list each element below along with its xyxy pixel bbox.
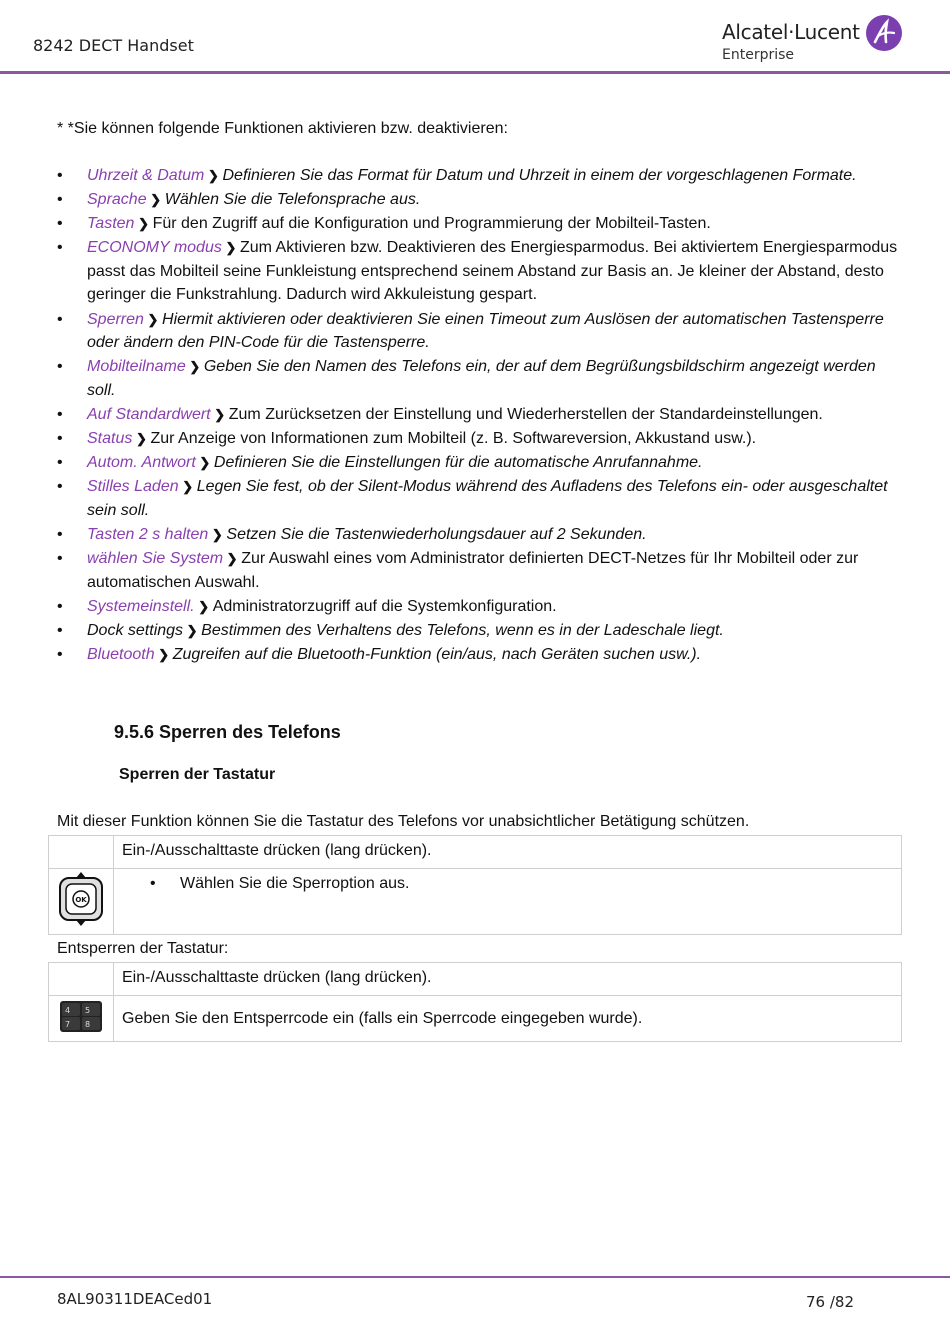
function-description: Zum Aktivieren bzw. Deaktivieren des Energiesparmodus. Bei aktiviertem Energiesparmodus passt das Mobilteil seine Funkleistung entsprechend seinem Abstand zur Basis an. Je kleiner der Abstand, desto geringer die Funkstrahlung. Dadurch wird Akkuleistung gespart. xyxy=(87,239,898,304)
function-item xyxy=(57,547,907,594)
chevron-right-icon: ❯ xyxy=(185,359,204,375)
bullet: • xyxy=(57,621,63,639)
chevron-right-icon: ❯ xyxy=(178,479,197,495)
bullet: • xyxy=(57,525,63,543)
bullet: • xyxy=(57,430,63,448)
logo-brand-text: Alcatel·Lucent xyxy=(722,20,860,44)
bullet: • xyxy=(57,597,63,615)
header-divider xyxy=(0,71,950,74)
unlock-label: Entsperren der Tastatur: xyxy=(57,940,229,957)
empty-icon-cell xyxy=(49,963,114,996)
function-term: Sperren xyxy=(87,310,144,328)
section-paragraph: Mit dieser Funktion können Sie die Tastatur des Telefons vor unabsichtlicher Betätigung schützen. xyxy=(57,813,750,830)
function-term: Tasten 2 s halten xyxy=(87,525,209,543)
function-item xyxy=(57,236,907,307)
function-item xyxy=(57,619,907,643)
chevron-right-icon: ❯ xyxy=(210,406,229,422)
chevron-right-icon: ❯ xyxy=(143,311,163,327)
function-description: Für den Zugriff auf die Konfiguration und Programmierung der Mobilteil-Tasten. xyxy=(152,215,711,233)
bullet: • xyxy=(57,550,63,567)
alcatel-lucent-logo xyxy=(722,14,912,66)
function-term: Mobilteilname xyxy=(87,358,186,376)
function-term: ECONOMY modus xyxy=(87,239,222,257)
function-term: Tasten xyxy=(87,215,135,233)
unlock-steps-table xyxy=(48,962,902,1042)
chevron-right-icon: ❯ xyxy=(223,551,242,566)
function-description: Hiermit aktivieren oder deaktivieren Sie einen Timeout zum Auslösen der automatischen Tastensperre oder ändern den PIN-Code für die Tastensperre. xyxy=(87,310,884,352)
bullet: • xyxy=(57,454,63,472)
page-number: 76 /82 xyxy=(806,1293,854,1311)
function-description: Legen Sie fest, ob der Silent-Modus während des Aufladens des Telefons ein- oder ausgeschaltet sein soll. xyxy=(87,478,888,519)
function-item xyxy=(57,523,907,547)
function-description: Zum Zurücksetzen der Einstellung und Wiederherstellen der Standardeinstellungen. xyxy=(228,405,823,423)
chevron-right-icon: ❯ xyxy=(183,622,202,638)
chevron-right-icon: ❯ xyxy=(134,216,153,232)
function-term: Auf Standardwert xyxy=(87,405,211,423)
bullet: • xyxy=(57,215,63,233)
lock-step-2: Wählen Sie die Sperroption aus. xyxy=(180,875,410,892)
bullet: • xyxy=(57,191,63,209)
function-description: Wählen Sie die Telefonsprache aus. xyxy=(164,191,421,209)
chevron-right-icon: ❯ xyxy=(221,240,240,256)
function-description: Geben Sie den Namen des Telefons ein, der auf dem Begrüßungsbildschirm angezeigt werden soll. xyxy=(87,358,876,399)
function-term: Autom. Antwort xyxy=(87,454,196,472)
function-description: Bestimmen des Verhaltens des Telefons, wenn es in der Ladeschale liegt. xyxy=(201,621,724,639)
function-item xyxy=(57,403,907,427)
function-item xyxy=(57,212,907,236)
function-term: Uhrzeit & Datum xyxy=(87,167,205,184)
function-description: Definieren Sie das Format für Datum und Uhrzeit in einem der vorgeschlagenen Formate. xyxy=(222,167,857,184)
keypad-icon xyxy=(49,996,113,1036)
function-description: Definieren Sie die Einstellungen für die automatische Anrufannahme. xyxy=(213,454,703,472)
lock-step-2-cell xyxy=(114,869,902,935)
footer-divider xyxy=(0,1276,950,1278)
bullet: • xyxy=(57,167,63,184)
icon-cell xyxy=(49,869,114,935)
chevron-right-icon: ❯ xyxy=(204,168,223,183)
function-item xyxy=(57,164,907,188)
function-description: Administratorzugriff auf die Systemkonfiguration. xyxy=(212,597,557,615)
unlock-step-2: Geben Sie den Entsperrcode ein (falls ein Sperrcode eingegeben wurde). xyxy=(114,996,902,1042)
function-item xyxy=(57,595,907,619)
svg-text:4: 4 xyxy=(65,1006,71,1015)
function-term: Sprache xyxy=(87,191,147,209)
chevron-right-icon: ❯ xyxy=(132,431,151,447)
document-id: 8AL90311DEACed01 xyxy=(57,1290,213,1308)
icon-cell xyxy=(49,996,114,1042)
lock-step-1: Ein-/Ausschalttaste drücken (lang drücken). xyxy=(114,836,902,869)
function-item xyxy=(57,643,907,667)
function-term: Systemeinstell. xyxy=(87,597,195,615)
function-description: Zur Anzeige von Informationen zum Mobilteil (z. B. Softwareversion, Akkustand usw.). xyxy=(150,430,757,448)
bullet: • xyxy=(57,645,63,663)
function-list xyxy=(57,164,907,667)
bullet: • xyxy=(57,310,63,328)
bullet: • xyxy=(57,239,63,257)
chevron-right-icon: ❯ xyxy=(195,455,214,471)
function-description: Zugreifen auf die Bluetooth-Funktion (ein/aus, nach Geräten suchen usw.). xyxy=(172,645,702,663)
function-term: wählen Sie System xyxy=(87,550,224,567)
bullet: • xyxy=(57,358,63,376)
bullet: • xyxy=(150,875,156,892)
svg-text:7: 7 xyxy=(65,1020,71,1029)
function-item xyxy=(57,427,907,451)
chevron-right-icon: ❯ xyxy=(194,598,213,614)
svg-text:5: 5 xyxy=(85,1006,91,1015)
function-item xyxy=(57,355,907,402)
svg-text:OK: OK xyxy=(75,896,87,904)
intro-text: * *Sie können folgende Funktionen aktivieren bzw. deaktivieren: xyxy=(57,120,508,137)
alcatel-logo-icon xyxy=(865,14,903,52)
bullet: • xyxy=(57,405,63,423)
function-term: Dock settings xyxy=(87,621,184,639)
function-item xyxy=(57,451,907,475)
logo-sub-text: Enterprise xyxy=(722,47,795,63)
function-description: Zur Auswahl eines vom Administrator definierten DECT-Netzes für Ihr Mobilteil oder zur automatischen Auswahl. xyxy=(87,550,859,591)
svg-text:8: 8 xyxy=(85,1020,91,1029)
unlock-step-1: Ein-/Ausschalttaste drücken (lang drücken). xyxy=(114,963,902,996)
chevron-right-icon: ❯ xyxy=(154,646,173,662)
section-heading: 9.5.6 Sperren des Telefons xyxy=(114,722,341,742)
empty-icon-cell xyxy=(49,836,114,869)
function-item xyxy=(57,188,907,212)
function-term: Status xyxy=(87,430,133,448)
function-term: Stilles Laden xyxy=(87,478,179,496)
function-item xyxy=(57,308,907,355)
document-header-title: 8242 DECT Handset xyxy=(33,36,194,55)
chevron-right-icon: ❯ xyxy=(208,526,227,542)
function-item xyxy=(57,475,907,522)
function-description: Setzen Sie die Tastenwiederholungsdauer auf 2 Sekunden. xyxy=(226,525,647,543)
function-term: Bluetooth xyxy=(87,645,155,663)
lock-steps-table xyxy=(48,835,902,935)
subsection-heading: Sperren der Tastatur xyxy=(119,766,276,783)
chevron-right-icon: ❯ xyxy=(146,192,165,208)
ok-navigation-key-icon xyxy=(49,869,113,929)
bullet: • xyxy=(57,478,63,496)
